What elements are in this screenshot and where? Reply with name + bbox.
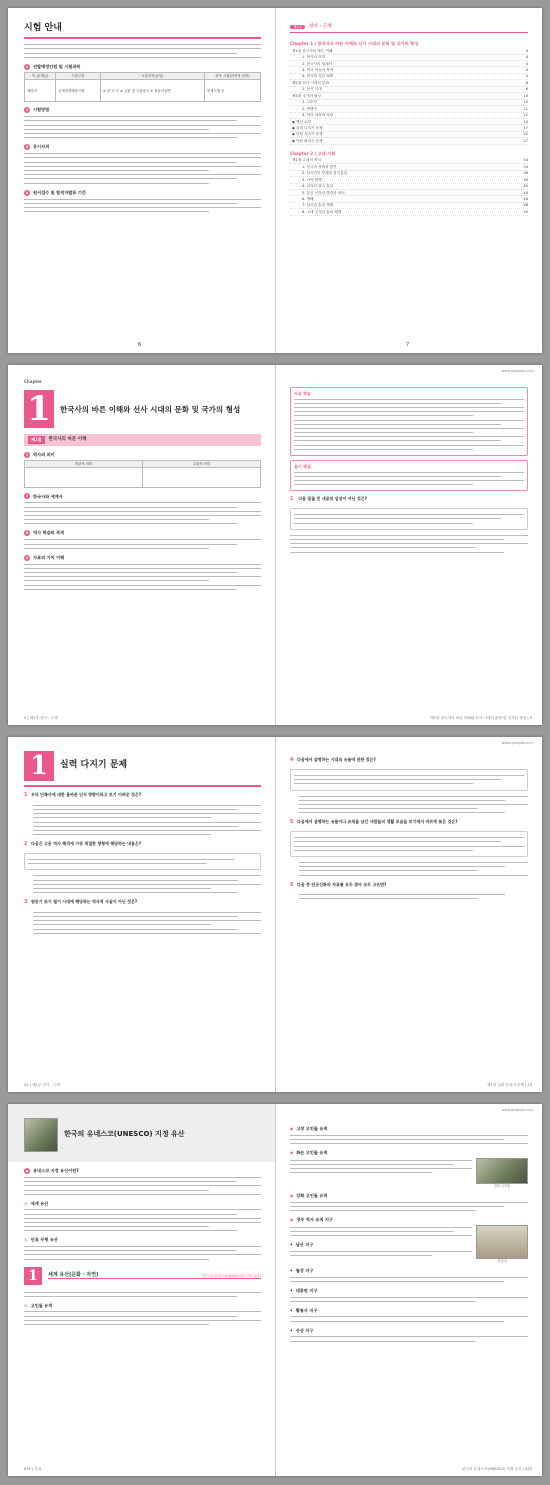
page-4 (8, 365, 275, 725)
page-23 (275, 737, 542, 1092)
page-22 (8, 737, 275, 1092)
heading: ◆ 유네스코 지정 유산이란? (25, 1168, 79, 1174)
toc-chapter-2 (290, 158, 528, 215)
heading: ◎ 고인돌 유적 (24, 1302, 53, 1308)
toc-entry: 1. 고조선 10 (290, 100, 528, 106)
section-heading: 4 원서접수 및 합격자발표 기간 (25, 189, 86, 195)
toc-entry: ◆ 단원 기르기 문제 22 (292, 132, 528, 137)
part-label: 제1부 (290, 25, 305, 30)
chapter-number: 1 (24, 751, 54, 781)
question-3: 3 원동기 초기 철기 시대에 해당하는 역사적 사실이 아닌 것은? (24, 899, 138, 906)
question-1: 1 우리 민족사에 대한 올바른 인식 방향이라고 보기 어려운 것은? (24, 792, 142, 798)
header-url: www.gosijob.co.kr (501, 741, 534, 745)
section-bar: 제1절 한국사의 바른 이해 (24, 434, 261, 445)
page-footer: 제1장 실력 다지기 문제 | 23 (486, 1083, 532, 1088)
heading: ◆ 고창 고인돌 유적 (290, 1126, 328, 1131)
section-heading: 2 시험방법 (25, 107, 50, 113)
toc-entry: 제1절 한국사의 바른 이해 4 (292, 48, 528, 53)
spread-exam-guide (8, 8, 542, 353)
cover-image (24, 1118, 58, 1152)
page-632 (8, 1104, 275, 1476)
part-title: 선사 - 근세 (309, 24, 332, 29)
toc-entry: 1. 삼국의 성립과 발전 34 (290, 165, 528, 171)
spread-unesco (8, 1104, 542, 1476)
heading: ◆ 강화 고인돌 유적 (290, 1193, 328, 1199)
section-heading: 3 응시자격 (25, 144, 50, 150)
toc-entry: 1. 선사 시대 6 (290, 87, 528, 93)
source-box: 사료 학습 (290, 387, 528, 456)
page-footer: 한국의 유네스코(UNESCO) 지정 유산 | 633 (462, 1467, 532, 1472)
header-url: www.gosijob.co.kr (501, 369, 534, 373)
toc-entry: 2. 연맹국 11 (290, 107, 528, 113)
heading: ◎ 인류 무형 유산 (24, 1237, 58, 1243)
page-footer: 제1장 한국사의 바른 이해와 선사 시대의 문화 및 국가의 형성 | 5 (430, 716, 532, 721)
toc-entry: 4. 역사의 기본 체계 4 (290, 74, 528, 80)
heading: • 산성 지구 (290, 1327, 314, 1333)
question-2: 2 다음은 고운 역사 해석에 가장 적절한 평형에 해당하는 내용은? (24, 841, 142, 848)
question-passage (290, 508, 528, 530)
toc-chapter-1 (290, 49, 528, 145)
page-number: 7 (406, 342, 410, 349)
question-passage (290, 831, 528, 857)
page-title: 시험 안내 (24, 23, 62, 33)
question-4: 4 다음에서 설명하는 시대의 유물에 관한 것은? (290, 757, 376, 763)
heading: ◎ 세계 유산 (24, 1200, 49, 1206)
toc-entry: 제1절 고대의 정치 34 (292, 158, 528, 163)
toc-entry: 5. 통일 신라의 발전과 쇠퇴 44 (290, 191, 528, 197)
question-passage (290, 769, 528, 791)
heading: • 남산 지구 (290, 1242, 314, 1248)
dolmen-photo (476, 1158, 528, 1184)
toc-entry: ◆ 실력 다지기 문제 17 (292, 125, 528, 130)
toc-entry: 제3절 국가의 형성 10 (292, 93, 528, 98)
chapter-title: 한국사의 바른 이해와 선사 시대의 문화 및 국가의 형성 (60, 404, 241, 414)
sub-heading: 2 한국사와 세계사 (25, 493, 63, 499)
chapter-1-heading: Chapter 1 | 한국사의 바른 이해와 선사 시대의 문화 및 국가의 형성 (290, 41, 419, 47)
chapter-number: 1 (24, 390, 54, 428)
heading: • 대릉원 지구 (290, 1287, 318, 1293)
sub-heading: 4 사료의 가치 이해 (25, 554, 65, 560)
toc-entry: 3. 여러 나라의 성장 12 (290, 113, 528, 119)
spread-practice (8, 737, 542, 1092)
toc-entry: 제2절 선사 시대의 문화 6 (292, 80, 528, 85)
toc-entry: 3. 역사 학습의 목적 4 (290, 68, 528, 74)
chapter-word: Chapter (24, 379, 42, 384)
toc-entry: ◆ 단원 불리기 문제 27 (292, 138, 528, 143)
meaning-table: 객관적 의미 주관적 의미 (24, 460, 261, 489)
photo-caption: 첨성대 (497, 1258, 507, 1263)
toc-entry: 8. 고대 국가의 통치 체제 50 (290, 210, 528, 216)
heading: ◆ 경주 역사 유적 지구 (290, 1217, 333, 1223)
section-heading: 1 선발예정인원 및 시험과목 (25, 63, 81, 69)
heading: ◆ 화순 고인돌 유적 (290, 1150, 328, 1156)
section-title: 세계 유산(문화 · 자연) (48, 1271, 99, 1278)
header-url: www.gosijob.co.kr (501, 1108, 534, 1112)
spread-chapter-1 (8, 365, 542, 725)
heading: • 월성 지구 (290, 1268, 314, 1274)
practice-title: 실력 다지기 문제 (60, 760, 128, 771)
page-footer: 632 | 부록 (24, 1467, 42, 1472)
observatory-photo (476, 1225, 528, 1259)
toc-entry: 2. 삼국간의 항쟁과 삼국통일 36 (290, 171, 528, 177)
question-6: 6 다음 중 단군신화의 자료를 모두 찾아 모두 고르면? (290, 881, 387, 888)
page-7 (275, 8, 542, 353)
example-question: 1 다음 밑줄 친 내용의 입장이 아닌 것은? (290, 496, 367, 503)
page-number: 6 (138, 342, 142, 349)
page-footer: 4 | 제1부 선사 - 근세 (24, 716, 58, 721)
chapter-2-heading: Chapter 2 | 고대 사회 (290, 150, 336, 156)
section-subtitle: [한국의 유네스코(UNESCO) 지정 유산] (202, 1273, 261, 1278)
subjects-table: 직 급(계급) 시험구분 시험과목(문항) 과목 시험(과목당 문항) 계리직 공개경쟁채용시험 ① 한 국 사 ② 우편 및 금융상식 ③ 컴퓨터일반 현재시행 중 (24, 72, 261, 103)
question-passage (24, 853, 261, 871)
appendix-title: 한국의 유네스코(UNESCO) 지정 유산 (64, 1130, 185, 1139)
page-633 (275, 1104, 542, 1476)
toc-entry: 7. 삼국의 통치 체제 48 (290, 203, 528, 209)
question-5: 5 다음에서 설명하는 유물이나 유적을 남긴 사람들의 생활 모습을 보기에서 바르게 묶은 것은? (290, 819, 458, 826)
glossary-box: 용어 해설 (290, 460, 528, 491)
toc-entry: 2. 한국사의 세계사 4 (290, 62, 528, 68)
heading: • 황룡사 지구 (290, 1307, 318, 1313)
toc-entry: 6. 발해 46 (290, 197, 528, 203)
toc-entry: 4. 신라의 삼국 통일 40 (290, 184, 528, 190)
section-number: 1 (24, 1267, 42, 1285)
photo-caption: 강화 고인돌 (493, 1183, 511, 1188)
sub-heading: 3 역사 학습의 목적 (25, 530, 65, 536)
sub-heading: 1 역사의 의미 (25, 451, 55, 457)
page-footer: 22 | 제1부 선사 - 근세 (24, 1083, 60, 1088)
toc-entry: ◆ 핵심 요약 14 (292, 119, 528, 124)
toc-entry: 3. 가야 연맹 39 (290, 178, 528, 184)
toc-entry: 1. 역사의 의미 4 (290, 55, 528, 61)
page-6 (8, 8, 275, 353)
page-5 (275, 365, 542, 725)
